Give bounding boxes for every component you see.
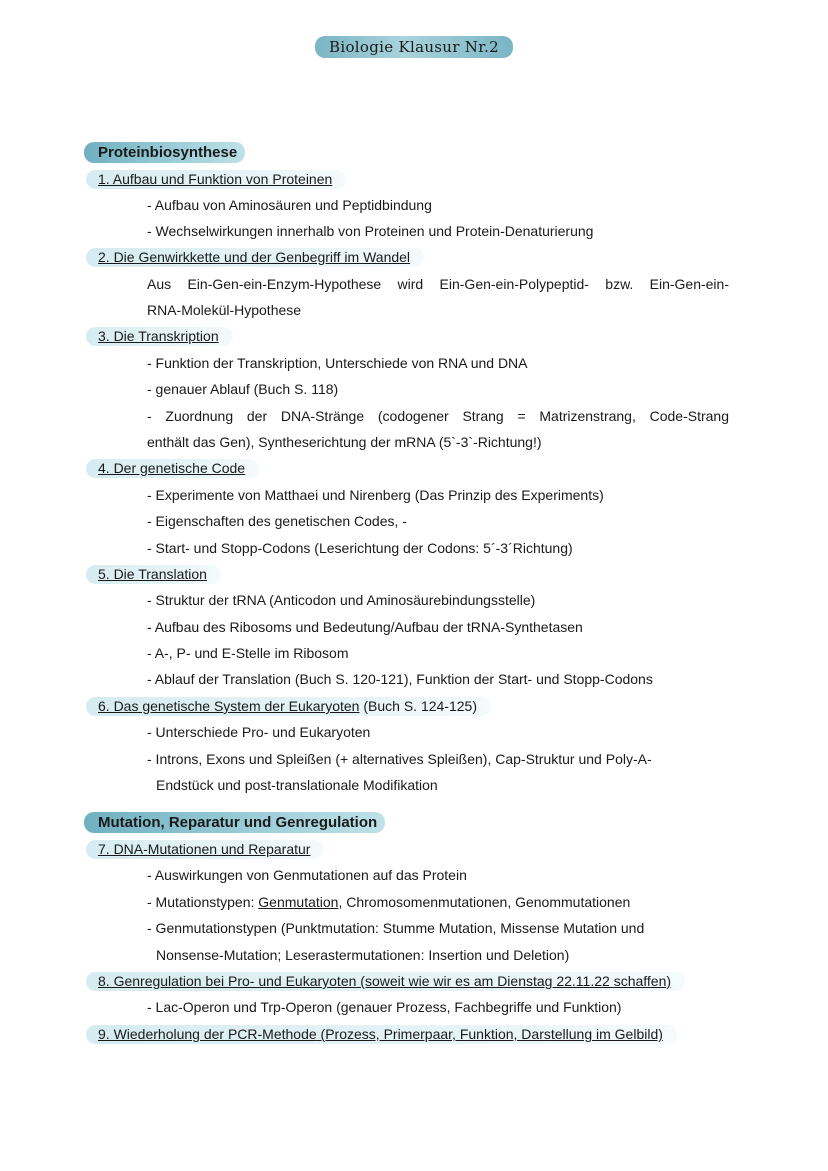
topic-7-label: 7. DNA-Mutationen und Reparatur: [98, 841, 311, 857]
topic-7-line-d: Nonsense-Mutation; Leserastermutationen: Insertion und Deletion): [156, 947, 570, 963]
topic-1-label: 1. Aufbau und Funktion von Proteinen: [98, 171, 333, 187]
topic-2-line-b: RNA-Molekül-Hypothese: [147, 302, 302, 318]
topic-8-line-a: - Lac-Operon und Trp-Operon (genauer Prozess, Fachbegriffe und Funktion): [147, 999, 622, 1015]
topic-7-line-a: - Auswirkungen von Genmutationen auf das Protein: [147, 867, 467, 883]
topic-3: [86, 327, 233, 346]
topic-6-label: 6. Das genetische System der Eukaryoten: [98, 698, 360, 714]
topic-9: [86, 1025, 677, 1044]
topic-7-line-c: - Genmutationstypen (Punktmutation: Stumme Mutation, Missense Mutation und: [147, 920, 645, 936]
document-title: Biologie Klausur Nr.2: [315, 36, 513, 58]
section-heading-mutation: Mutation, Reparatur und Genregulation: [84, 812, 385, 833]
topic-5-line-b: - Aufbau des Ribosoms und Bedeutung/Aufbau der tRNA-Synthetasen: [147, 619, 583, 635]
title-wrap: [0, 36, 828, 58]
topic-4-line-a: - Experimente von Matthaei und Nirenberg (Das Prinzip des Experiments): [147, 487, 604, 503]
topic-2: [86, 248, 424, 267]
topic-9-label: 9. Wiederholung der PCR-Methode: [98, 1026, 317, 1042]
topic-6-line-b: - Introns, Exons und Spleißen (+ alternatives Spleißen), Cap-Struktur und Poly-A-: [147, 751, 652, 767]
topic-8-label: 8. Genregulation bei Pro- und Eukaryoten: [98, 973, 357, 989]
topic-7: [86, 840, 324, 859]
topic-3-line-b: - genauer Ablauf (Buch S. 118): [147, 381, 339, 397]
topic-1: [86, 170, 346, 189]
topic-6: [86, 697, 491, 716]
topic-9-suffix: (Prozess, Primerpaar, Funktion, Darstellung im Gelbild): [316, 1026, 663, 1042]
topic-6-suffix: (Buch S. 124-125): [359, 698, 477, 714]
topic-1-line-a: - Aufbau von Aminosäuren und Peptidbindung: [147, 197, 432, 213]
topic-3-label: 3. Die Transkription: [98, 328, 219, 344]
topic-3-line-d: enthält das Gen), Syntheserichtung der mRNA (5`-3`-Richtung!): [147, 434, 542, 450]
topic-5-line-d: - Ablauf der Translation (Buch S. 120-121), Funktion der Start- und Stopp-Codons: [147, 671, 653, 687]
topic-4-line-b: - Eigenschaften des genetischen Codes, -: [147, 513, 407, 529]
topic-4: [86, 459, 259, 478]
topic-4-line-c: - Start- und Stopp-Codons (Leserichtung der Codons: 5´-3´Richtung): [147, 540, 573, 556]
topic-5-line-c: - A-, P- und E-Stelle im Ribosom: [147, 645, 349, 661]
topic-6-line-c: Endstück und post-translationale Modifikation: [156, 777, 438, 793]
topic-5-line-a: - Struktur der tRNA (Anticodon und Aminosäurebindungsstelle): [147, 592, 536, 608]
topic-7-line-b: [147, 893, 729, 911]
topic-3-line-c: - Zuordnung der DNA-Stränge (codogener Strang = Matrizenstrang, Code-Strang: [147, 408, 729, 424]
topic-3-line-a: - Funktion der Transkription, Unterschiede von RNA und DNA: [147, 355, 528, 371]
topic-7-line-b-underlined: Genmutation: [258, 894, 339, 910]
topic-8: [86, 972, 685, 991]
topic-4-label: 4. Der genetische Code: [98, 460, 246, 476]
topic-1-line-b: - Wechselwirkungen innerhalb von Proteinen und Protein-Denaturierung: [147, 223, 594, 239]
topic-5: [86, 565, 221, 584]
topic-7-line-b-post: , Chromosomenmutationen, Genommutationen: [338, 894, 631, 910]
topic-5-label: 5. Die Translation: [98, 566, 207, 582]
section-heading-proteinbiosynthese: Proteinbiosynthese: [84, 142, 245, 163]
topic-6-line-a: - Unterschiede Pro- und Eukaryoten: [147, 724, 371, 740]
topic-8-suffix: (soweit wie wir es am Dienstag 22.11.22 schaffen): [356, 973, 672, 989]
topic-2-label: 2. Die Genwirkkette und der Genbegriff im Wandel: [98, 249, 411, 265]
topic-7-line-b-pre: - Mutationstypen:: [147, 894, 259, 910]
topic-2-line-a: Aus Ein-Gen-ein-Enzym-Hypothese wird Ein-Gen-ein-Polypeptid- bzw. Ein-Gen-ein-: [147, 276, 729, 292]
